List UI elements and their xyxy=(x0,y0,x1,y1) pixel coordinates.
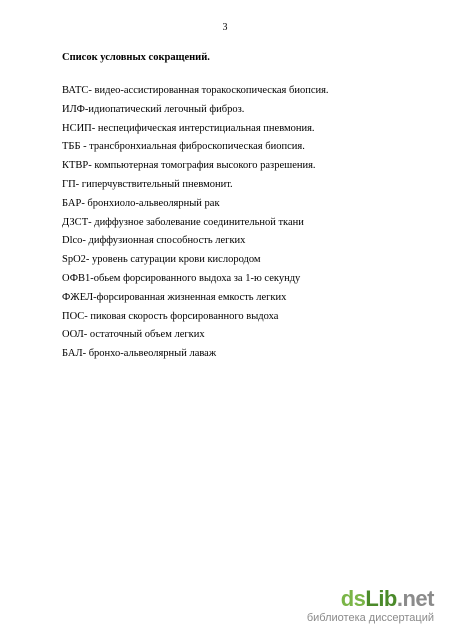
abbreviation-item: ГП- гиперчувствительный пневмонит. xyxy=(62,178,233,190)
abbreviation-item: SpO2- уровень сатурации крови кислородом xyxy=(62,254,261,266)
abbreviation-item: ОФВ1-обьем форсированного выдоха за 1-ю секунду xyxy=(62,272,301,284)
abbreviation-item: БАР- бронхиоло-альвеолярный рак xyxy=(62,197,220,209)
logo-lib-text: Lib xyxy=(365,586,397,611)
abbreviation-item: ВАТС- видео-ассистированная торакоскопическая биопсия. xyxy=(62,85,329,96)
watermark-caption: библиотека диссертаций xyxy=(306,612,434,624)
abbreviation-item: БАЛ- бронхо-альвеолярный лаваж xyxy=(62,348,217,360)
logo-net-text: .net xyxy=(396,586,434,611)
abbreviation-item: ПОС- пиковая скорость форсированного выдоха xyxy=(62,310,279,322)
abbreviation-item: НСИП- неспецифическая интерстициальная пневмония. xyxy=(62,122,315,134)
dslib-watermark xyxy=(307,587,434,625)
abbreviation-item: КТВР- компьютерная томография высокого разрешения. xyxy=(62,160,316,172)
logo-ds-text: ds xyxy=(340,586,366,611)
abbreviation-item: ДЗСТ- диффузное заболевание соединительной ткани xyxy=(62,216,304,228)
abbreviation-item: Dlco- диффузионная способность легких xyxy=(62,235,246,247)
abbreviation-item: ТББ - трансбронхиальная фиброскопическая биопсия. xyxy=(62,141,305,153)
abbreviation-item: ООЛ- остаточный объем легких xyxy=(62,329,205,341)
abbreviation-list xyxy=(62,84,329,366)
page-heading: Список условных сокращений. xyxy=(62,52,210,63)
abbreviation-item: ИЛФ-идиопатический легочный фиброз. xyxy=(62,103,245,115)
abbreviation-item: ФЖЕЛ-форсированная жизненная емкость легких xyxy=(62,291,287,303)
page-number: 3 xyxy=(222,22,228,33)
dslib-logo xyxy=(307,587,434,611)
